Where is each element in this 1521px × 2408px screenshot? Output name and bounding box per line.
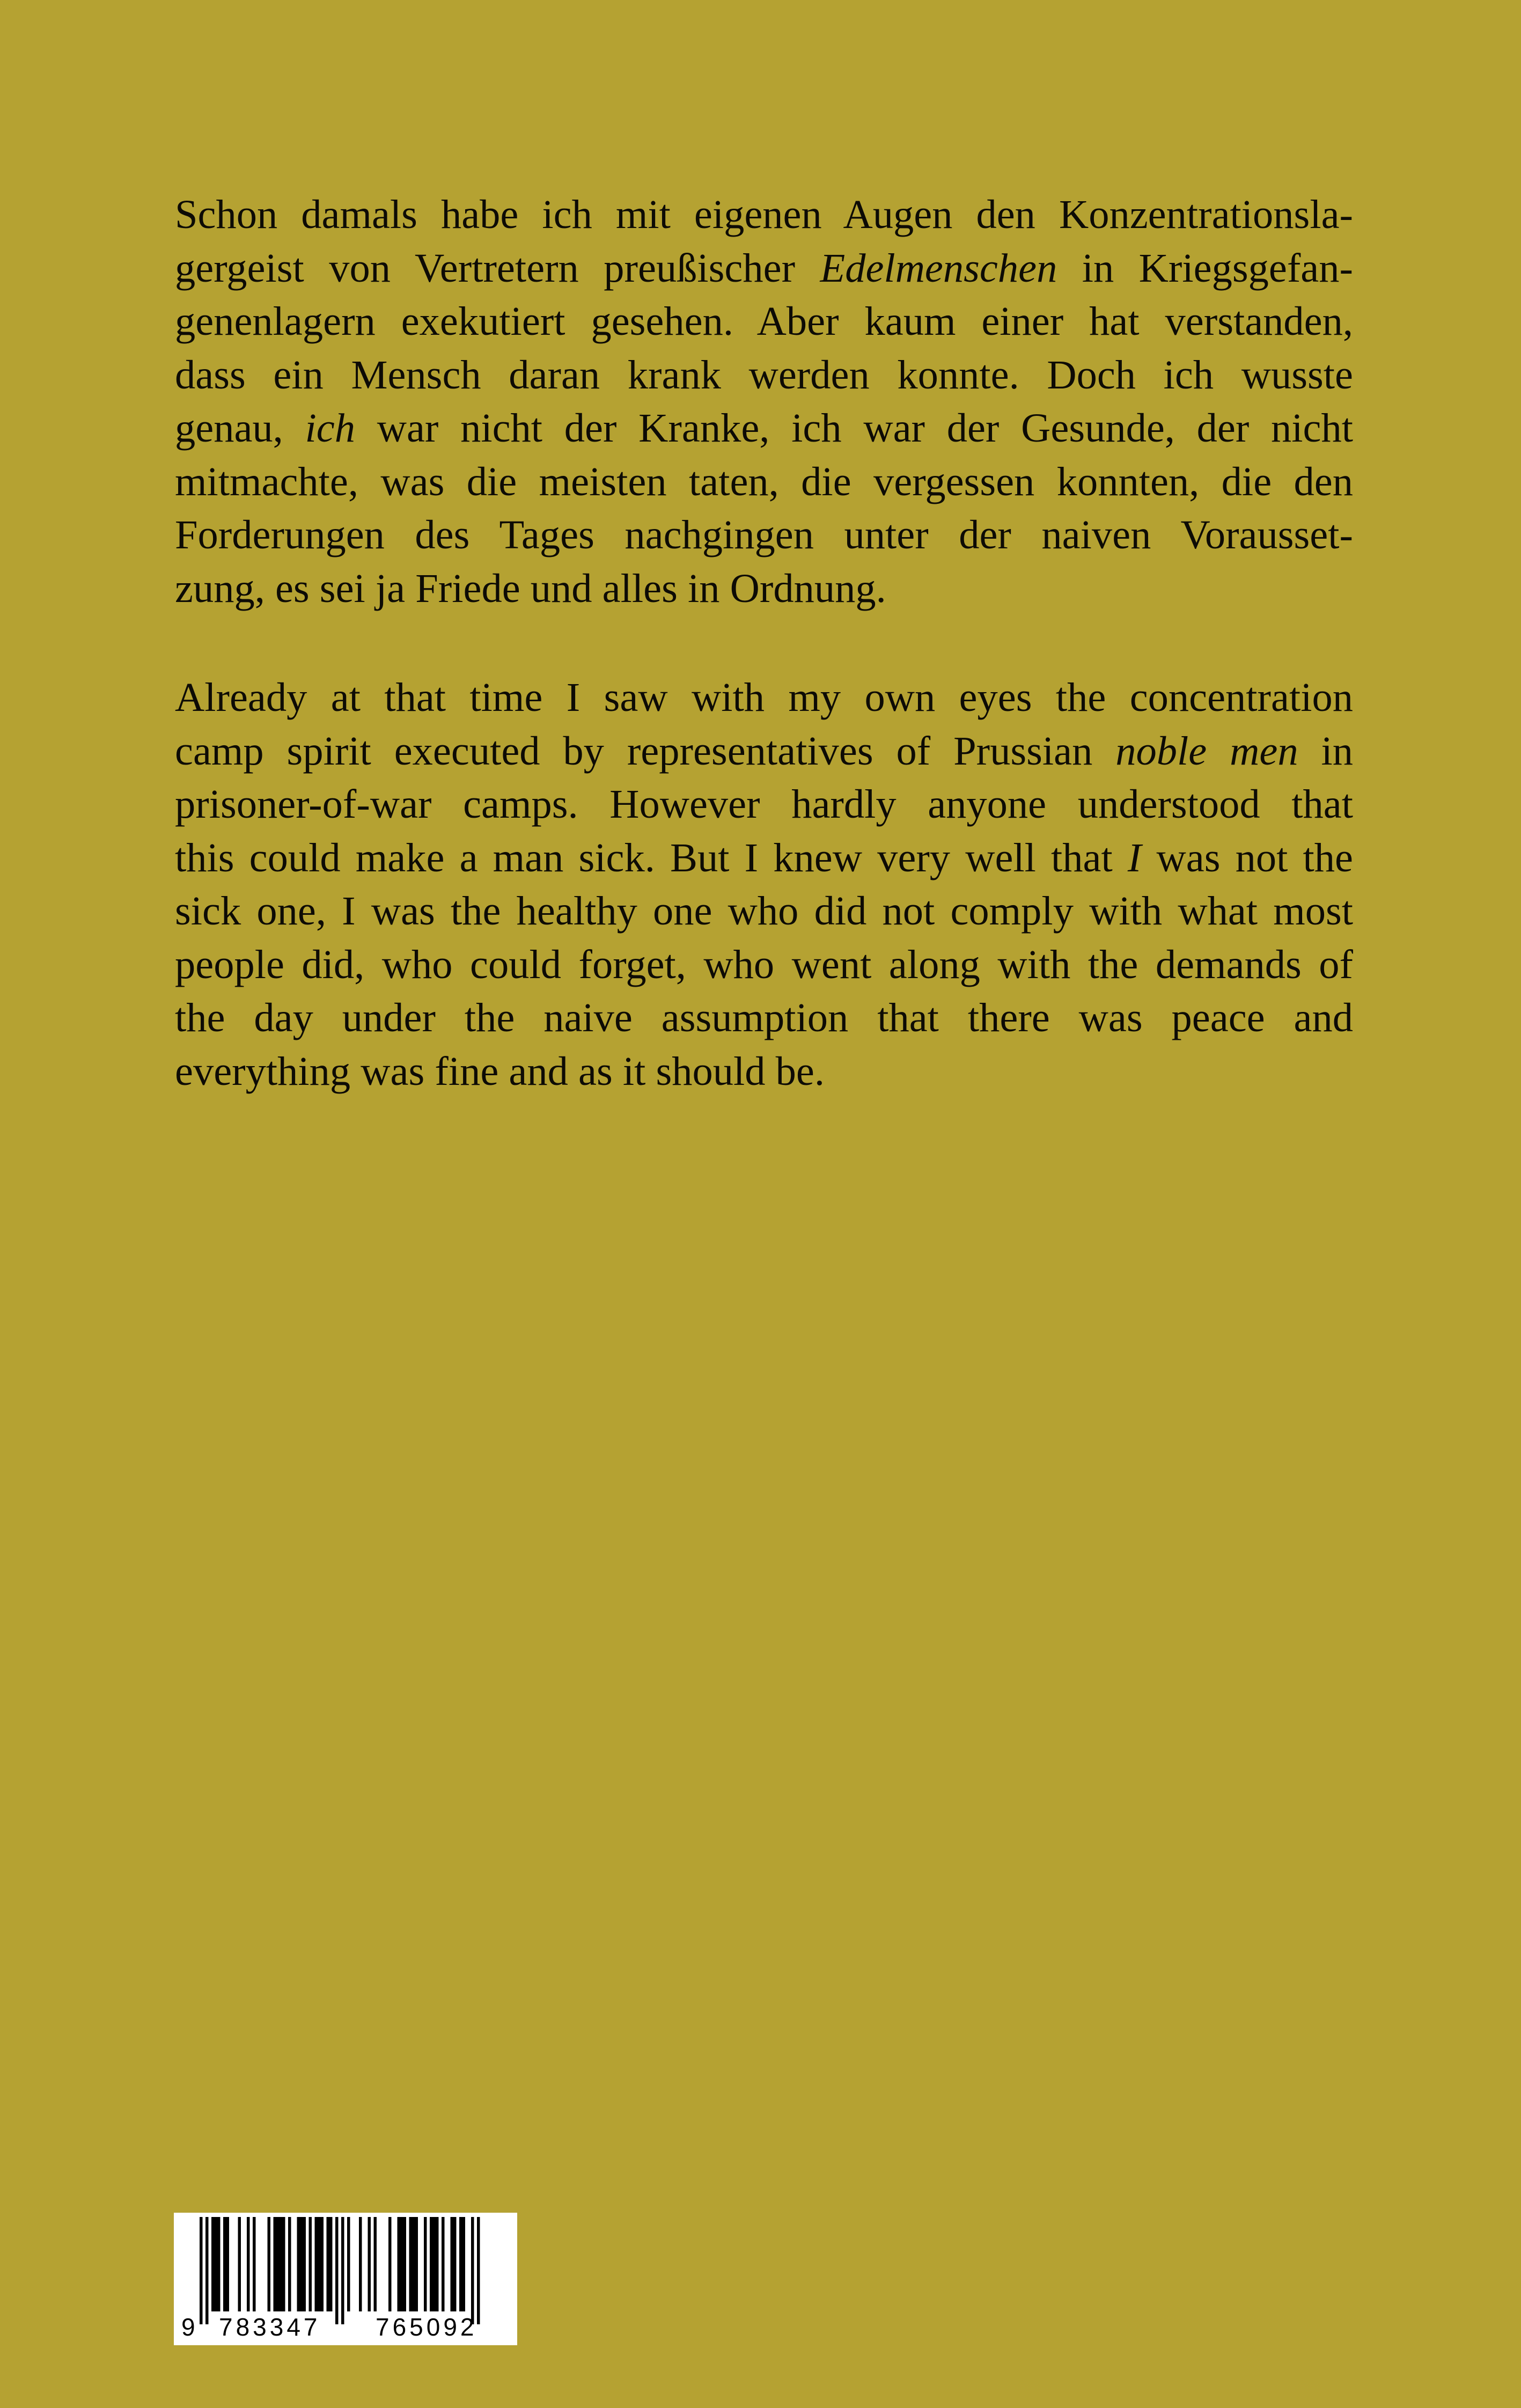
barcode-bar — [303, 2217, 306, 2311]
barcode-bar — [211, 2217, 215, 2311]
barcode-bar — [347, 2217, 350, 2311]
english-line-4: this could make a man sick. But I knew very well that I was not the — [175, 834, 1353, 880]
barcode-bar — [274, 2217, 277, 2311]
isbn-barcode — [174, 2213, 517, 2345]
barcode-bar — [276, 2217, 280, 2311]
barcode-bar — [459, 2217, 462, 2311]
barcode-bar — [433, 2217, 436, 2311]
english-line-5: sick one, I was the healthy one who did not comply with what most — [175, 888, 1353, 934]
barcode-bar — [451, 2217, 454, 2311]
german-line-3: genenlagern exekutiert gesehen. Aber kaum einer hat verstanden, — [175, 298, 1353, 344]
german-paragraph — [175, 188, 1353, 615]
isbn-first-digit: 9 — [181, 2313, 196, 2341]
barcode-bar — [327, 2217, 330, 2311]
barcode-bar — [238, 2217, 241, 2311]
barcode-bar — [223, 2217, 226, 2311]
barcode-bar — [403, 2217, 407, 2311]
barcode-bar — [205, 2217, 209, 2324]
english-line-1: Already at that time I saw with my own eyes the concentration — [175, 674, 1353, 720]
english-italic-i: I — [1127, 834, 1142, 880]
barcode-bar — [309, 2217, 312, 2311]
german-line-4: dass ein Mensch daran krank werden konnte. Doch ich wusste — [175, 351, 1353, 398]
isbn-right-group: 765092 — [376, 2313, 477, 2341]
barcode-bar — [436, 2217, 439, 2311]
barcode-bar — [368, 2217, 371, 2311]
german-line-1: Schon damals habe ich mit eigenen Augen den Konzentrationsla- — [175, 192, 1353, 237]
barcode-bar — [409, 2217, 413, 2311]
german-line-7: Forderungen des Tages nachgingen unter der naiven Vorausset- — [175, 512, 1353, 557]
barcode-bar — [215, 2217, 218, 2311]
barcode-bar — [318, 2217, 321, 2311]
barcode-bar — [280, 2217, 283, 2311]
barcode-bar — [288, 2217, 291, 2311]
barcode-bar — [253, 2217, 256, 2311]
barcode-bar — [321, 2217, 324, 2311]
barcode-bar — [300, 2217, 303, 2311]
barcode-bar — [217, 2217, 221, 2311]
barcode-bar — [268, 2217, 271, 2311]
isbn-left-group: 783347 — [219, 2313, 321, 2341]
german-line-6: mitmachte, was die meisten taten, die vergessen konnten, die den — [175, 458, 1353, 504]
barcode-bar — [315, 2217, 318, 2311]
barcode-bar — [341, 2217, 344, 2324]
barcode-bar — [415, 2217, 418, 2311]
german-italic-edelmenschen: Edelmenschen — [820, 245, 1057, 291]
barcode-bar — [200, 2217, 203, 2324]
barcode-bar — [471, 2217, 474, 2324]
barcode-bar — [247, 2217, 250, 2311]
barcode-bar — [374, 2217, 377, 2311]
german-line-2: gergeist von Vertretern preußischer Edelmenschen in Kriegsgefan- — [175, 245, 1353, 291]
english-line-7: the day under the naive assumption that there was peace and — [175, 995, 1353, 1040]
english-line-3: prisoner-of-war camps. However hardly anyone understood that — [175, 781, 1353, 827]
barcode-bar — [335, 2217, 339, 2324]
barcode-bar — [226, 2217, 230, 2311]
barcode-bar — [462, 2217, 466, 2311]
german-line-8: zung, es sei ja Friede und alles in Ordnung. — [175, 565, 886, 611]
barcode-bar — [359, 2217, 362, 2311]
english-line-8: everything was fine and as it should be. — [175, 1048, 825, 1094]
barcode-bar — [388, 2217, 392, 2311]
barcode-bar — [329, 2217, 333, 2311]
english-italic-noble-men: noble men — [1115, 728, 1298, 774]
barcode-bar — [477, 2217, 480, 2324]
barcode-bar — [282, 2217, 285, 2311]
barcode-bar — [442, 2217, 445, 2311]
barcode-bar — [430, 2217, 433, 2311]
barcode-bar — [297, 2217, 300, 2311]
barcode-bar — [412, 2217, 415, 2311]
barcode-bar — [424, 2217, 427, 2311]
english-line-2: camp spirit executed by representatives of Prussian noble men in — [175, 728, 1353, 774]
barcode-bar — [398, 2217, 401, 2311]
english-paragraph — [175, 671, 1353, 1098]
english-line-6: people did, who could forget, who went along with the demands of — [175, 941, 1353, 987]
barcode-bar — [453, 2217, 457, 2311]
german-italic-ich: ich — [305, 405, 355, 451]
german-line-5: genau, ich war nicht der Kranke, ich war der Gesunde, der nicht — [175, 405, 1353, 451]
barcode-bar — [400, 2217, 403, 2311]
